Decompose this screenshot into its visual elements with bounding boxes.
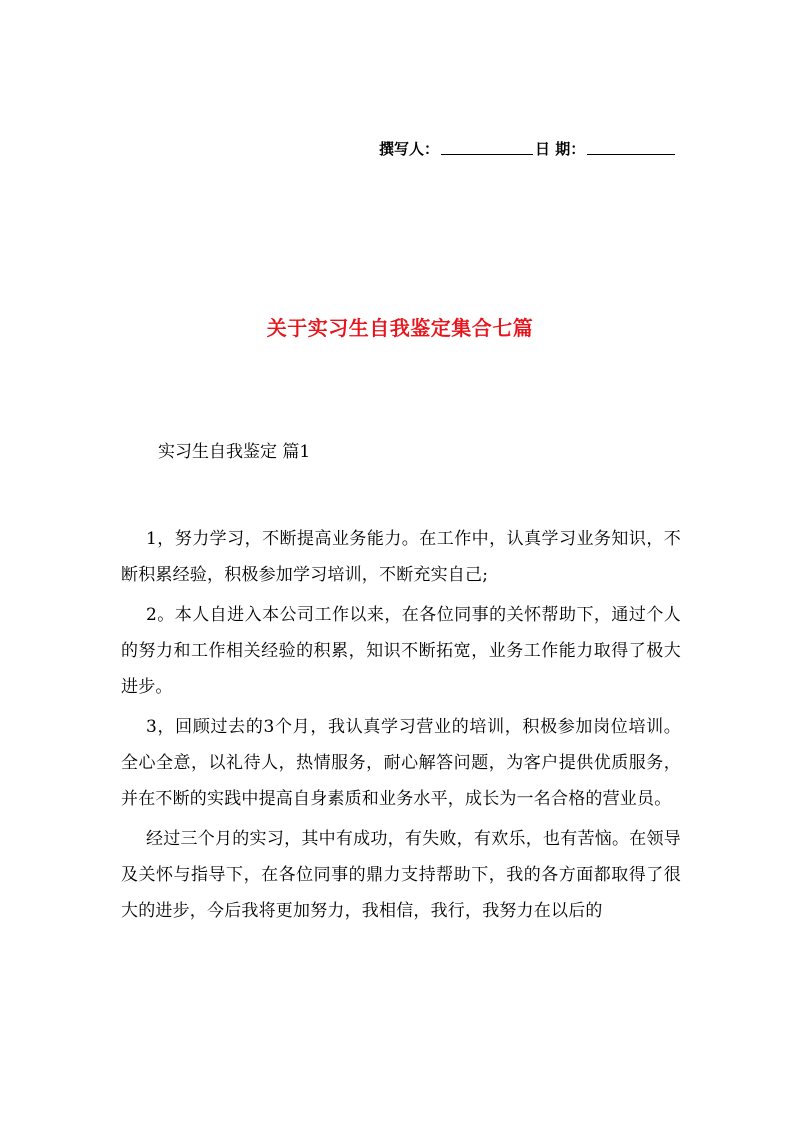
author-blank-field xyxy=(441,140,533,155)
document-title: 关于实习生自我鉴定集合七篇 xyxy=(266,316,534,340)
body-paragraph: 3，回顾过去的3个月，我认真学习营业的培训，积极参加岗位培训。全心全意，以礼待人，热情服务，耐心解答问题，为客户提供优质服务，并在不断的实践中提高自身素质和业务水平，成长为一名合格的营业员。 xyxy=(121,717,681,809)
section-heading: 实习生自我鉴定 篇1 xyxy=(158,442,311,462)
date-blank-field xyxy=(587,140,675,155)
body-paragraph: 2。本人自进入本公司工作以来，在各位同事的关怀帮助下，通过个人的努力和工作相关经验的积累，知识不断拓宽，业务工作能力取得了极大进步。 xyxy=(121,605,681,697)
body-paragraph: 1，努力学习，不断提高业务能力。在工作中，认真学习业务知识，不断积累经验，积极参加学习培训，不断充实自己; xyxy=(121,529,681,585)
body-paragraph: 经过三个月的实习，其中有成功，有失败，有欢乐，也有苦恼。在领导及关怀与指导下，在各位同事的鼎力支持帮助下，我的各方面都取得了很大的进步，今后我将更加努力，我相信，我行，我努力在以后的 xyxy=(121,829,681,921)
author-date-line xyxy=(379,138,677,160)
date-label: 日 期： xyxy=(535,140,586,158)
author-label: 撰写人： xyxy=(379,140,440,158)
document-body xyxy=(121,521,681,933)
